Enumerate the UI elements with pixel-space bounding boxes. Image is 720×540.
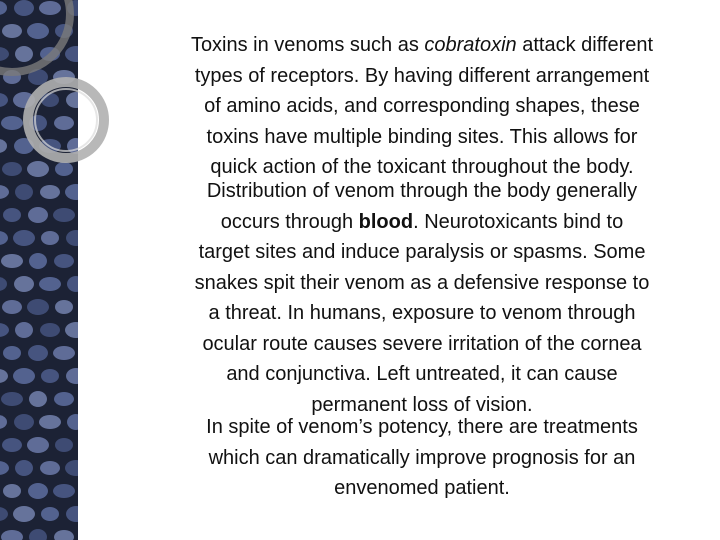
text-segment: Distribution of venom through the body generally	[206, 180, 638, 202]
text-segment: In spite of venom’s potency, there are treatments	[206, 416, 638, 438]
scale	[14, 0, 34, 16]
text-line	[112, 329, 720, 360]
scale	[13, 230, 35, 246]
text-line	[112, 176, 720, 207]
scale	[65, 460, 78, 476]
scale	[0, 461, 9, 475]
scale	[1, 116, 23, 130]
scale	[2, 162, 22, 176]
scale	[3, 70, 21, 84]
scale	[54, 254, 74, 268]
scale	[66, 506, 78, 522]
scale	[28, 345, 48, 361]
scale	[1, 254, 23, 268]
text-line	[112, 30, 720, 61]
scale	[53, 484, 75, 498]
scale	[40, 323, 60, 337]
scale	[40, 461, 60, 475]
scale	[13, 92, 35, 108]
text-segment: envenomed patient.	[334, 477, 510, 499]
scale	[55, 162, 73, 176]
scale	[13, 506, 35, 522]
scale	[0, 369, 8, 383]
text-segment: which can dramatically improve prognosis for an	[208, 446, 636, 469]
scale	[41, 93, 59, 107]
text-segment: permanent loss of vision.	[311, 393, 533, 416]
scale	[27, 23, 49, 39]
scale	[67, 414, 78, 430]
scale	[39, 415, 61, 429]
scale	[27, 161, 49, 177]
scale	[28, 483, 48, 499]
scale	[29, 115, 47, 131]
text-segment: target sites and induce paralysis or spasms. Some	[198, 241, 646, 263]
scale	[2, 438, 22, 452]
scale	[66, 230, 78, 246]
snakeskin-texture-icon	[0, 0, 78, 540]
scale	[39, 139, 61, 153]
scale	[28, 207, 48, 223]
scale	[39, 277, 61, 291]
scale	[41, 507, 59, 521]
paragraph	[112, 176, 720, 420]
scale	[54, 392, 74, 406]
text-segment: types of receptors. By having different arrangement	[194, 64, 650, 87]
scale	[29, 391, 47, 407]
scale	[0, 93, 8, 107]
text-line	[112, 298, 720, 329]
scale	[0, 507, 8, 521]
scale	[41, 231, 59, 245]
text-segment: Toxins in venoms such as	[190, 34, 425, 56]
text-segment: attack different	[516, 34, 654, 56]
scale	[1, 392, 23, 406]
scale	[39, 1, 61, 15]
scale	[0, 139, 7, 153]
scale	[0, 185, 9, 199]
scale	[0, 323, 9, 337]
scale	[66, 92, 78, 108]
scale	[15, 460, 33, 476]
scale	[40, 47, 60, 61]
text-segment: . Neurotoxicants bind to	[413, 210, 624, 233]
scale	[3, 208, 21, 222]
scale	[14, 138, 34, 154]
text-line	[112, 122, 720, 153]
scale	[67, 276, 78, 292]
scale	[0, 277, 7, 291]
text-segment: and conjunctiva. Left untreated, it can cause	[226, 363, 618, 385]
text-line	[112, 473, 720, 504]
scale	[15, 184, 33, 200]
scale	[27, 437, 49, 453]
scale	[55, 300, 73, 314]
text-line	[112, 207, 720, 238]
scale	[54, 530, 74, 540]
scale	[29, 253, 47, 269]
scale	[2, 300, 22, 314]
text-line	[112, 359, 720, 390]
scale	[2, 24, 22, 38]
scale	[1, 530, 23, 540]
text-line	[112, 91, 720, 122]
text-segment: snakes spit their venom as a defensive response to	[194, 271, 650, 294]
scale	[0, 47, 9, 61]
scale	[67, 138, 78, 154]
scale	[40, 185, 60, 199]
scale	[66, 368, 78, 384]
scale	[54, 116, 74, 130]
scale	[65, 322, 78, 338]
scale	[53, 70, 75, 84]
scale	[67, 0, 78, 16]
scale	[55, 24, 73, 38]
text-line	[112, 61, 720, 92]
paragraph	[112, 30, 720, 183]
scale	[15, 46, 33, 62]
italic-term: cobratoxin	[424, 34, 517, 56]
scale	[3, 346, 21, 360]
scale	[0, 415, 7, 429]
scale	[14, 414, 34, 430]
text-segment: of amino acids, and corresponding shapes, these	[204, 95, 640, 117]
text-segment: toxins have multiple binding sites. This allows for	[206, 125, 638, 148]
scale	[53, 208, 75, 222]
scale	[65, 184, 78, 200]
scale	[0, 231, 8, 245]
snakeskin-texture-strip	[0, 0, 78, 540]
text-line	[112, 268, 720, 299]
scale	[28, 69, 48, 85]
scale	[15, 322, 33, 338]
scale	[65, 46, 78, 62]
scale	[27, 299, 49, 315]
scale	[41, 369, 59, 383]
scale	[3, 484, 21, 498]
text-segment: ocular route causes severe irritation of the cornea	[202, 332, 642, 355]
scale	[29, 529, 47, 540]
text-segment: quick action of the toxicant throughout the body.	[210, 156, 634, 178]
scale	[14, 276, 34, 292]
text-line	[112, 443, 720, 474]
scale	[53, 346, 75, 360]
text-line	[112, 412, 720, 443]
bold-term: blood	[358, 210, 414, 233]
text-segment: a threat. In humans, exposure to venom through	[208, 302, 636, 324]
scale	[0, 1, 7, 15]
scale	[55, 438, 73, 452]
paragraph	[112, 412, 720, 504]
text-segment: occurs through	[220, 210, 359, 233]
text-line	[112, 237, 720, 268]
scale	[13, 368, 35, 384]
